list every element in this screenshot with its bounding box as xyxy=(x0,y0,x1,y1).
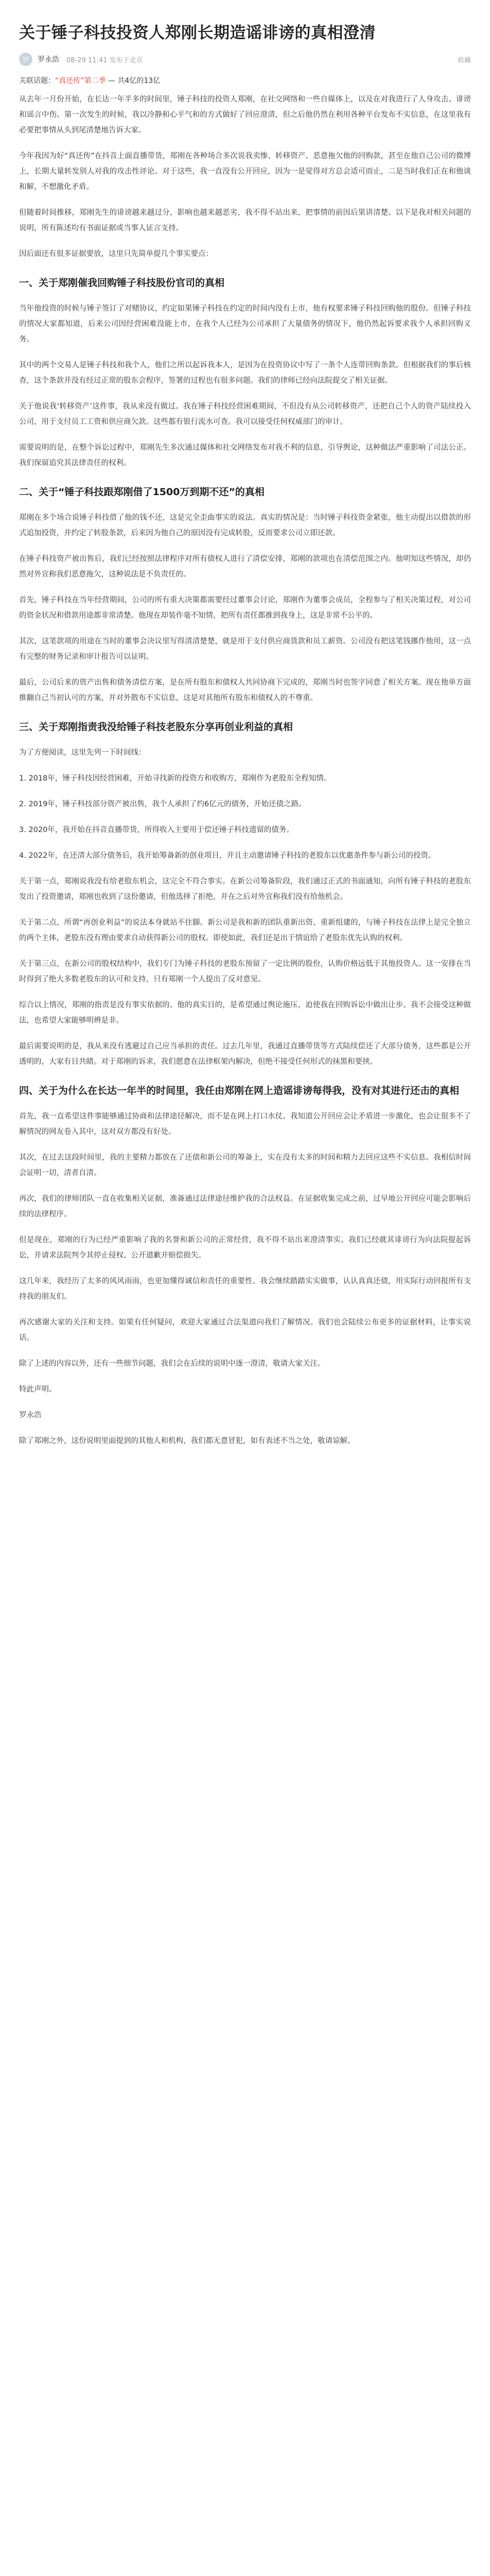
paragraph: 因后面还有很多证据要放，这里只先简单提几个事实要点： xyxy=(19,250,213,258)
paragraph: 最后，公司后来的资产出售和债务清偿方案，是在所有股东和债权人共同协商下完成的，郑刚当时也签字同意了相关方案。现在他单方面推翻自己当初认可的方案，并对外散布不实信息，这是对其他所有股东和债权人的不尊重。 xyxy=(19,679,471,702)
paragraph: 特此声明。 xyxy=(19,1385,57,1394)
paragraph: 但是现在，郑刚的行为已经严重影响了我的名誉和新公司的正常经营，我不得不站出来澄清事实。我们已经就其诽谤行为向法院提起诉讼，并请求法院判令其停止侵权、公开道歉并赔偿损失。 xyxy=(19,1236,471,1260)
section-heading: 四、关于为什么在长达一年半的时间里，我任由郑刚在网上造谣诽谤每得我，没有对其进行还击的真相 xyxy=(19,1085,460,1096)
paragraph: 其中的两个交易人是锤子科技和我个人，他们之所以起诉我本人，是因为在投资协议中写了一条个人连带回购条款。但根据我们的事后核查，这个条款并没有经过正常的股东会程序，签署的过程也有很多问题。我们的律师已经向法院提交了相关证据。 xyxy=(19,361,471,385)
paragraph: 从去年一月份开始，在长达一年半多的时间里，锤子科技的投资人郑刚，在社交网络和一些自媒体上，以及在对我进行了人身攻击、诽谤和谣言中伤。第一次发生的时候，我以冷静和心平气和的方式做好了回应澄清，但之后他仍然在利用各种平台发布不实信息，在这里我有必要把事情从头到尾清楚地告诉大家。 xyxy=(19,95,471,134)
paragraph: 2. 2019年，锤子科技部分资产被出售，我个人承担了约6亿元的债务，开始还债之路。 xyxy=(19,800,306,808)
article-body xyxy=(19,92,471,1449)
paragraph: 当年他投资的时候与锤子签订了对赌协议，约定如果锤子科技在约定的时间内没有上市，他有权要求锤子科技回购他的股份。但锤子科技的情况大家都知道，后来公司因经营困难没能上市，在我个人已经为公司承担了大量债务的情况下，他仍然起诉要求我个人承担回购义务。 xyxy=(19,304,471,344)
paragraph: 其次，这笔款项的用途在当时的董事会决议里写得清清楚楚，就是用于支付供应商货款和员工薪资。公司没有把这笔钱挪作他用，这一点有完整的财务记录和审计报告可以证明。 xyxy=(19,637,471,661)
paragraph: 今年我因为好“真还传”在抖音上面直播带货，郑刚在各种场合多次说我卖惨、转移资产、恶意拖欠他的回购款，甚至在他自己公司的微博上，长期大量转发别人对我的攻击性评论。对于这些，我一直没有公开回应，因为一是觉得对方总会适可而止，二是当时我们正在和他谈和解，不想激化矛盾。 xyxy=(19,152,471,191)
paragraph: 1. 2018年，锤子科技因经营困难，开始寻找新的投资方和收购方，郑刚作为老股东全程知情。 xyxy=(19,774,331,783)
paragraph: 关于第二点，所谓“再创业利益”的说法本身就站不住脚。新公司是我和新的团队重新出资、重新组建的，与锤子科技在法律上是完全独立的两个主体，老股东没有理由要求自动获得新公司的股权。即使如此，我们还是出于情谊给了老股东优先认购的权利。 xyxy=(19,919,471,942)
paragraph: 除了上述的内容以外，还有一些细节问题，我们会在后续的说明中逐一澄清，敬请大家关注。 xyxy=(19,1360,325,1368)
paragraph: 最后需要说明的是，我从来没有逃避过自己应当承担的责任。过去几年里，我通过直播带货等方式陆续偿还了大部分债务，这些都是公开透明的，大家有目共睹。对于郑刚的诉求，我们愿意在法律框架内解决，但绝不接受任何形式的抹黑和要挟。 xyxy=(19,1042,471,1066)
related-topic xyxy=(19,74,471,88)
author-name[interactable]: 罗永浩 xyxy=(38,56,59,64)
paragraph: 首先，我一直希望这件事能够通过协商和法律途径解决，而不是在网上打口水仗。我知道公开回应会让矛盾进一步激化，也会让很多不了解情况的网友卷入其中，这对双方都没有好处。 xyxy=(19,1112,471,1136)
paragraph: 4. 2022年，在还清大部分债务后，我开始筹备新的创业项目，并且主动邀请锤子科技的老股东以优惠条件参与新公司的投资。 xyxy=(19,852,436,860)
paragraph: 郑刚在多个场合说锤子科技借了他的钱不还，这是完全歪曲事实的说法。真实的情况是：当时锤子科技资金紧张，他主动提出以借款的形式追加投资，并约定了转股条款，后来因为他自己的原因没有完成转股，反而要求公司立即还款。 xyxy=(19,514,471,537)
paragraph: 再次，我们的律师团队一直在收集相关证据，准备通过法律途径维护我的合法权益。在证据收集完成之前，过早地公开回应可能会影响后续的法律程序。 xyxy=(19,1195,471,1218)
paragraph: 关于第一点，郑刚说我没有给老股东机会，这完全不符合事实。在新公司筹备阶段，我们通过正式的书面通知，向所有锤子科技的老股东发出了投资邀请，郑刚也收到了这份邀请，但他选择了拒绝，并在之后对外宣称我们没有给他机会。 xyxy=(19,877,471,901)
section-heading: 一、关于郑刚催我回购锤子科技股份官司的真相 xyxy=(19,277,225,289)
section-heading: 二、关于“锤子科技跟郑刚借了1500万到期不还”的真相 xyxy=(19,486,265,498)
author-avatar-initial: 罗 xyxy=(22,56,29,64)
paragraph: 需要说明的是，在整个诉讼过程中，郑刚先生多次通过媒体和社交网络发布对我不利的信息，引导舆论，这种做法严重影响了司法公正。我们保留追究其法律责任的权利。 xyxy=(19,444,471,467)
related-topic-tail: — 共4亿的13亿 xyxy=(106,77,161,85)
paragraph: 其次，在过去这段时间里，我的主要精力都放在了还债和新公司的筹备上，实在没有太多的时间和精力去回应这些不实信息。我相信时间会证明一切，清者自清。 xyxy=(19,1154,471,1177)
paragraph: 为了方便阅读，这里先列一下时间线： xyxy=(19,749,146,757)
article-title: 关于锤子科技投资人郑刚长期造谣诽谤的真相澄清 xyxy=(19,24,376,42)
paragraph: 这几年来，我经历了太多的风风雨雨，也更加懂得诚信和责任的重要性。我会继续踏踏实实做事，认认真真还债，用实际行动回报所有支持我的朋友们。 xyxy=(19,1277,471,1301)
paragraph: 但随着时间推移，郑刚先生的诽谤越来越过分，影响也越来越恶劣，我不得不站出来，把事情的前因后果讲清楚。以下是我对相关问题的说明，所有陈述均有书面证据或当事人证言支持。 xyxy=(19,209,471,232)
paragraph: 综合以上情况，郑刚的指责是没有事实依据的。他的真实目的，是希望通过舆论施压，迫使我在回购诉讼中做出让步。我不会接受这种做法，也希望大家能够明辨是非。 xyxy=(19,1001,471,1025)
author-avatar[interactable] xyxy=(19,53,32,66)
section-heading: 三、关于郑刚指责我没给锤子科技老股东分享再创业利益的真相 xyxy=(19,721,293,733)
related-topic-label: 关联话题： xyxy=(19,77,55,85)
paragraph: 关于第三点，在新公司的股权结构中，我们专门为锤子科技的老股东预留了一定比例的股份，认购价格远低于其他投资人。这一安排在当时得到了绝大多数老股东的认可和支持，只有郑刚一个人提出了反对意见。 xyxy=(19,960,471,984)
related-topic-link[interactable]: “真还传”第二季 xyxy=(55,77,106,85)
favorite-button[interactable]: 收藏 xyxy=(457,56,471,64)
paragraph: 再次感谢大家的关注和支持。如果有任何疑问，欢迎大家通过合法渠道向我们了解情况。我们也会陆续公布更多的证据材料，让事实说话。 xyxy=(19,1318,471,1342)
paragraph: 除了郑刚之外，这份说明里面提到的其他人和机构，我们都无意冒犯，如有表述不当之处，敬请谅解。 xyxy=(19,1437,355,1445)
paragraph: 首先，锤子科技在当年经营期间，公司的所有重大决策都需要经过董事会讨论，郑刚作为董事会成员，全程参与了相关决策过程，对公司的资金状况和借款用途都非常清楚。他现在却装作毫不知情，把所有责任都推到我身上，这是非常不公平的。 xyxy=(19,596,471,620)
author-bar xyxy=(19,50,471,68)
paragraph: 关于他说我‘转移资产’这件事，我从来没有做过。我在锤子科技经营困难期间，不但没有从公司转移资产，还把自己个人的资产陆续投入公司，用于支付员工工资和供应商欠款。这些都有银行流水可查。我可以接受任何权威部门的审计。 xyxy=(19,402,471,426)
paragraph: 罗永浩 xyxy=(19,1411,42,1419)
paragraph: 在锤子科技资产被出售后，我们已经按照法律程序对所有债权人进行了清偿安排，郑刚的款项也在清偿范围之内。他明知这些情况，却仍然对外宣称我们恶意拖欠，这种说法是不负责任的。 xyxy=(19,555,471,579)
publish-meta: 08-29 11:41 发布于北京 xyxy=(66,56,143,64)
paragraph: 3. 2020年，我开始在抖音直播带货，所得收入主要用于偿还锤子科技遗留的债务。 xyxy=(19,826,294,834)
